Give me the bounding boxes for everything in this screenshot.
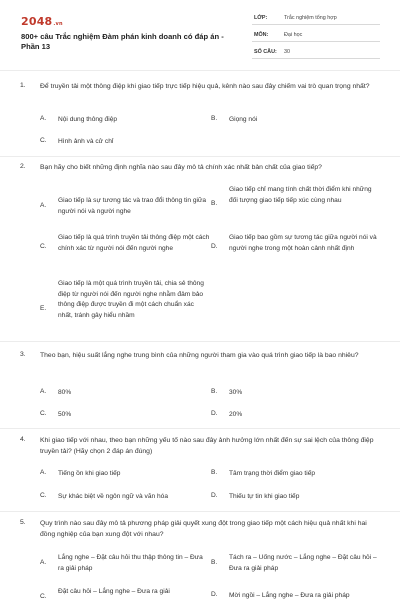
- question-text: Khi giao tiếp với nhau, theo bạn những yếu tố nào sau đây ảnh hưởng lớn nhất đến sự sai lệch của thông điệp truyền tải? (Hãy chọn 2 đáp án đúng): [40, 437, 374, 455]
- option-letter: A.: [40, 469, 47, 476]
- option-text: Tâm trạng thời điểm giao tiếp: [229, 470, 316, 477]
- option-text: Sự khác biệt về ngôn ngữ và văn hóa: [58, 493, 169, 500]
- divider: [0, 156, 400, 157]
- document-title: 800+ câu Trắc nghiệm Đàm phán kinh doanh có đáp án - Phần 13: [21, 32, 224, 51]
- question-number: 1.: [20, 82, 26, 89]
- option-letter: A.: [40, 559, 47, 566]
- meta-label: LỚP:: [254, 15, 268, 21]
- option-text: 30%: [229, 389, 243, 396]
- option-b[interactable]: [211, 115, 371, 126]
- question-text: Bạn hãy cho biết những định nghĩa nào sau đây mô tả chính xác nhất bản chất của giao tiếp?: [40, 164, 322, 171]
- option-text: Giao tiếp chỉ mang tính chất thời điểm khi những đối tượng giao tiếp tiếp xúc cùng nhau: [229, 186, 372, 204]
- option-text: Nội dung thông điệp: [58, 116, 118, 123]
- option-a[interactable]: [40, 115, 190, 126]
- option-b[interactable]: [211, 469, 376, 480]
- option-c[interactable]: [40, 587, 210, 598]
- option-b[interactable]: [211, 185, 381, 221]
- option-letter: A.: [40, 202, 47, 209]
- option-letter: D.: [211, 410, 218, 417]
- option-d[interactable]: [211, 591, 381, 600]
- option-letter: B.: [211, 388, 218, 395]
- option-letter: D.: [211, 591, 218, 598]
- option-letter: D.: [211, 492, 218, 499]
- question-2: [20, 163, 382, 341]
- divider: [0, 511, 400, 512]
- option-c[interactable]: [40, 492, 205, 503]
- option-letter: B.: [211, 469, 218, 476]
- option-a[interactable]: [40, 192, 218, 224]
- question-number: 5.: [20, 519, 26, 526]
- meta-row-question-count: [252, 46, 380, 59]
- option-e[interactable]: [40, 279, 215, 335]
- option-d[interactable]: [211, 410, 361, 421]
- meta-value: 30: [284, 49, 290, 55]
- logo-suffix: .vn: [53, 21, 63, 27]
- option-letter: B.: [211, 559, 218, 566]
- option-text: Hình ảnh và cử chỉ: [58, 138, 114, 145]
- option-letter: C.: [40, 410, 47, 417]
- question-text: Quy trình nào sau đây mô tả phương pháp giải quyết xung đột trong giao tiếp một cách hiệu quả nhất khi hai đồng nghiệp của bạn xung đột với nhau?: [40, 520, 367, 538]
- option-c[interactable]: [40, 410, 190, 421]
- option-a[interactable]: [40, 553, 210, 575]
- option-b[interactable]: [211, 553, 381, 575]
- option-letter: C.: [40, 243, 47, 250]
- option-text: Giao tiếp là một quá trình truyền tải, chia sẻ thông điệp từ người nói đến người nghe nhằm đảm bảo thông điệp được truyền đi một cách chuẩn xác nhất, tránh gây hiểu nhầm: [58, 280, 204, 319]
- option-text: Giao tiếp là sự tương tác và trao đổi thông tin giữa người nói và người nghe: [58, 197, 207, 215]
- question-4: [20, 436, 382, 508]
- option-letter: B.: [211, 200, 218, 207]
- question-number: 2.: [20, 163, 26, 170]
- meta-label: MÔN:: [254, 32, 269, 38]
- option-text: Tách ra – Uống nước – Lắng nghe – Đặt câu hỏi – Đưa ra giải pháp: [229, 554, 377, 572]
- option-a[interactable]: [40, 469, 205, 480]
- meta-row-subject: [252, 29, 380, 42]
- divider: [0, 428, 400, 429]
- option-c[interactable]: [40, 137, 190, 148]
- option-b[interactable]: [211, 388, 361, 399]
- option-text: Thiếu tự tin khi giao tiếp: [229, 493, 300, 500]
- logo-text: 2048: [21, 15, 53, 28]
- meta-label: SỐ CÂU:: [254, 49, 277, 55]
- option-text: Giọng nói: [229, 116, 258, 123]
- option-a[interactable]: [40, 388, 190, 399]
- option-letter: C.: [40, 492, 47, 499]
- option-letter: C.: [40, 593, 47, 600]
- option-letter: A.: [40, 115, 47, 122]
- question-text: Theo bạn, hiệu suất lắng nghe trung bình của những người tham gia vào quá trình giao tiếp là bao nhiêu?: [40, 352, 359, 359]
- question-number: 4.: [20, 436, 26, 443]
- option-c[interactable]: [40, 233, 215, 265]
- option-text: Đặt câu hỏi – Lắng nghe – Đưa ra giải: [58, 588, 170, 595]
- option-letter: A.: [40, 388, 47, 395]
- option-text: Giao tiếp là quá trình truyền tải thông điệp một cách chính xác từ người nói đến người nghe: [58, 234, 210, 252]
- question-1: [20, 82, 382, 152]
- option-letter: D.: [211, 243, 218, 250]
- option-letter: B.: [211, 115, 218, 122]
- meta-row-class: [252, 12, 380, 25]
- option-letter: C.: [40, 137, 47, 144]
- option-text: 50%: [58, 411, 72, 418]
- option-letter: E.: [40, 305, 47, 312]
- option-text: Lắng nghe – Đặt câu hỏi thu thập thông tin – Đưa ra giải pháp: [58, 554, 203, 572]
- document-header: [0, 0, 400, 68]
- option-d[interactable]: [211, 492, 376, 503]
- divider: [0, 341, 400, 342]
- document-meta: [252, 12, 380, 63]
- meta-value: Trắc nghiệm tổng hợp: [284, 15, 337, 21]
- option-text: Tiếng ồn khi giao tiếp: [58, 470, 121, 477]
- site-logo[interactable]: [21, 15, 63, 28]
- question-number: 3.: [20, 351, 26, 358]
- option-text: 20%: [229, 411, 243, 418]
- question-3: [20, 351, 382, 423]
- option-text: Mời ngồi – Lắng nghe – Đưa ra giải pháp: [229, 592, 350, 599]
- question-5: [20, 519, 382, 600]
- option-text: 80%: [58, 389, 72, 396]
- meta-value: Đại học: [284, 32, 303, 38]
- option-text: Giao tiếp bao gồm sự tương tác giữa người nói và người nghe trong một hoàn cảnh nhất định: [229, 234, 377, 252]
- divider: [0, 70, 400, 71]
- question-text: Để truyền tải một thông điệp khi giao tiếp trực tiếp hiệu quả, kênh nào sau đây chiếm vai trò quan trọng nhất?: [40, 83, 370, 90]
- option-d[interactable]: [211, 233, 381, 265]
